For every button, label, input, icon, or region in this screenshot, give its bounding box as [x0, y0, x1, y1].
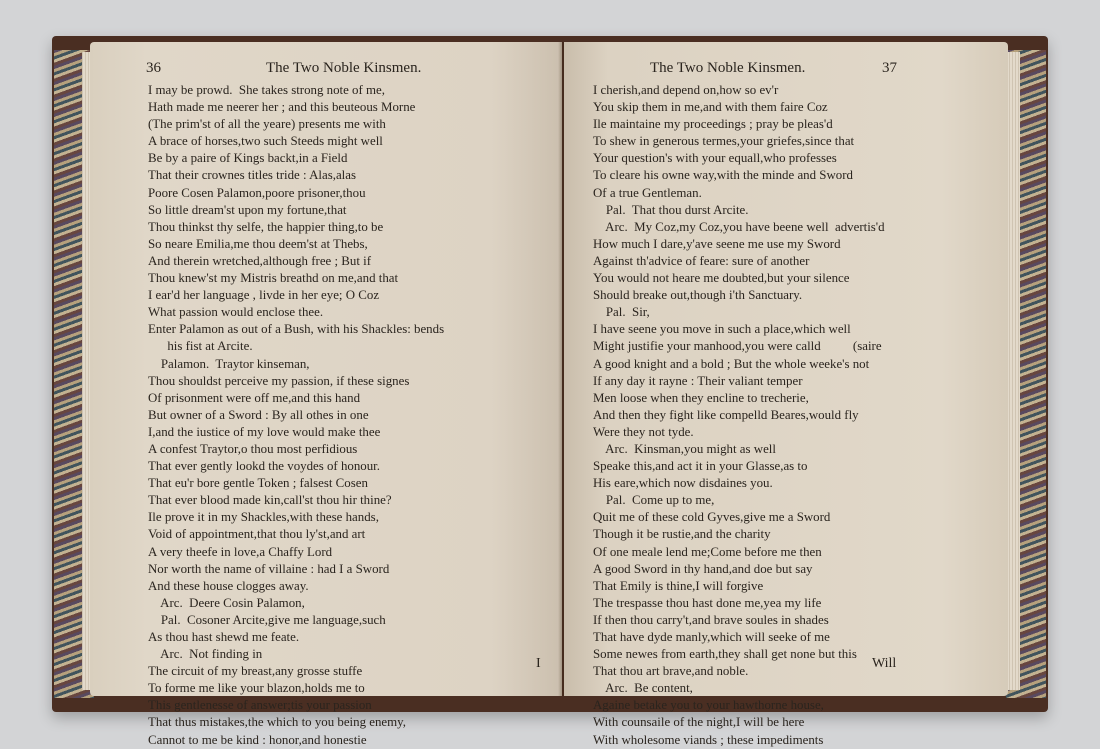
text-line: The circuit of my breast,any grosse stuffe — [148, 664, 363, 679]
text-line: To forme me like your blazon,holds me to — [148, 681, 365, 696]
text-line: That have dyde manly,which will seeke of me — [593, 630, 830, 644]
text-line: If any day it rayne : Their valiant temper — [593, 373, 803, 388]
text-line: That Emily is thine,I will forgive — [593, 578, 764, 593]
text-line: If then thou carry't,and brave soules in shades — [593, 612, 829, 627]
text-line: To cleare his owne way,with the minde and Sword — [593, 168, 853, 183]
text-line: Some newes from earth,they shall get none but this — [593, 647, 857, 662]
text-line: Be by a paire of Kings backt,in a Field — [148, 151, 348, 166]
text-line: A brace of horses,two such Steeds might well — [148, 134, 383, 149]
text-line: A good knight and a bold ; But the whole weeke's not — [593, 356, 870, 371]
right-page-text — [593, 82, 885, 749]
text-line: Might justifie your manhood,you were calld (saire — [593, 339, 882, 354]
text-line: That thus mistakes,the which to you being enemy, — [148, 715, 407, 730]
text-line: I ear'd her language , livde in her eye; O Coz — [148, 288, 380, 303]
text-line: A confest Traytor,o thou most perfidious — [148, 441, 358, 456]
text-line: His eare,which now disdaines you. — [593, 476, 773, 491]
text-line: To shew in generous termes,your griefes,since that — [593, 134, 855, 149]
left-page — [90, 42, 562, 747]
text-line: Of a true Gentleman. — [593, 185, 702, 200]
text-line: I,and the iustice of my love would make thee — [148, 424, 381, 439]
text-line: Arc. Not finding in — [148, 647, 263, 662]
text-line: Ile maintaine my proceedings ; pray be pleas'd — [593, 117, 833, 132]
text-line: Though it be rustie,and the charity — [593, 527, 771, 542]
open-book — [52, 36, 1048, 747]
text-line: A good Sword in thy hand,and doe but say — [593, 561, 813, 576]
text-line: Thou knew'st my Mistris breathd on me,and that — [148, 271, 399, 286]
text-line: Your question's with your equall,who professes — [593, 151, 837, 166]
text-line: That thou art brave,and noble. — [593, 664, 749, 679]
text-line: Of prisonment were off me,and this hand — [148, 390, 361, 405]
text-line: Arc. Kinsman,you might as well — [593, 441, 776, 456]
text-line: Arc. My Coz,my Coz,you have beene well advertis'd — [593, 219, 885, 234]
text-line: You skip them in me,and with them faire Coz — [593, 100, 828, 115]
text-line: Void of appointment,that thou ly'st,and art — [148, 527, 366, 542]
text-line: Speake this,and act it in your Glasse,as to — [593, 459, 808, 474]
left-page-text — [148, 82, 444, 749]
page-edges-right — [1006, 52, 1020, 690]
catchword: Will — [872, 656, 897, 671]
text-line: The trespasse thou hast done me,yea my life — [593, 595, 822, 610]
text-line: With counsaile of the night,I will be here — [593, 715, 805, 730]
text-line: Arc. Be content, — [593, 681, 693, 696]
text-line: This gentlenesse of answer;tis your passion — [148, 698, 372, 713]
text-line: I have seene you move in such a place,which well — [593, 322, 851, 337]
text-line: Enter Palamon as out of a Bush, with his Shackles: bends — [148, 322, 445, 337]
text-line: Thou shouldst perceive my passion, if these signes — [148, 373, 410, 388]
text-line: Of one meale lend me;Come before me then — [593, 544, 822, 559]
text-line: Ile prove it in my Shackles,with these hands, — [148, 510, 379, 525]
text-line: And then they fight like compelld Beares,would fly — [593, 407, 859, 422]
text-line: And these house clogges away. — [148, 578, 309, 593]
text-line: Palamon. Traytor kinseman, — [148, 356, 310, 371]
text-line: How much I dare,y'ave seene me use my Sword — [593, 236, 841, 251]
text-line: As thou hast shewd me feate. — [148, 630, 300, 644]
text-line: So neare Emilia,me thou deem'st at Thebs, — [148, 236, 368, 251]
text-line: And therein wretched,although free ; But if — [148, 253, 372, 268]
text-line: With wholesome viands ; these impediments — [593, 732, 824, 747]
text-line: Arc. Deere Cosin Palamon, — [148, 595, 305, 610]
right-running-title: The Two Noble Kinsmen. — [650, 60, 806, 76]
text-line: Pal. Come up to me, — [593, 493, 715, 508]
text-line: Thou thinkst thy selfe, the happier thing,to be — [148, 219, 384, 234]
text-line: Cannot to me be kind : honor,and honestie — [148, 732, 367, 747]
text-line: Men loose when they encline to trecherie, — [593, 390, 809, 405]
text-line: Nor worth the name of villaine : had I a Sword — [148, 561, 390, 576]
text-line: You would not heare me doubted,but your silence — [593, 271, 850, 286]
text-line: Pal. Sir, — [593, 305, 650, 320]
right-page-number: 37 — [882, 60, 897, 76]
left-page-number: 36 — [146, 60, 161, 76]
text-line: his fist at Arcite. — [148, 339, 253, 354]
text-line: Against th'advice of feare: sure of another — [593, 253, 810, 268]
text-line: Should breake out,though i'th Sanctuary. — [593, 288, 803, 303]
text-line: That their crownes titles tride : Alas,alas — [148, 168, 356, 183]
text-line: That ever blood made kin,call'st thou hir thine? — [148, 493, 392, 508]
text-line: That ever gently lookd the voydes of honour. — [148, 459, 380, 474]
text-line: Poore Cosen Palamon,poore prisoner,thou — [148, 185, 366, 200]
text-line: Hath made me neerer her ; and this beuteous Morne — [148, 100, 416, 115]
right-page — [564, 42, 1008, 747]
text-line: What passion would enclose thee. — [148, 305, 324, 320]
signature-mark: I — [536, 656, 541, 671]
text-line: I cherish,and depend on,how so ev'r — [593, 83, 779, 97]
text-line: Were they not tyde. — [593, 424, 694, 439]
left-running-title: The Two Noble Kinsmen. — [266, 60, 422, 76]
text-line: Pal. That thou durst Arcite. — [593, 202, 749, 217]
text-line: I may be prowd. She takes strong note of me, — [148, 83, 385, 97]
text-line: A very theefe in love,a Chaffy Lord — [148, 544, 333, 559]
text-line: Againe betake you to your hawthorne house, — [593, 698, 824, 713]
text-line: But owner of a Sword : By all othes in one — [148, 407, 369, 422]
text-line: Quit me of these cold Gyves,give me a Sword — [593, 510, 831, 525]
text-line: So little dream'st upon my fortune,that — [148, 202, 347, 217]
text-line: That eu'r bore gentle Token ; falsest Cosen — [148, 476, 368, 491]
text-line: (The prim'st of all the yeare) presents me with — [148, 117, 386, 132]
text-line: Pal. Cosoner Arcite,give me language,such — [148, 612, 386, 627]
